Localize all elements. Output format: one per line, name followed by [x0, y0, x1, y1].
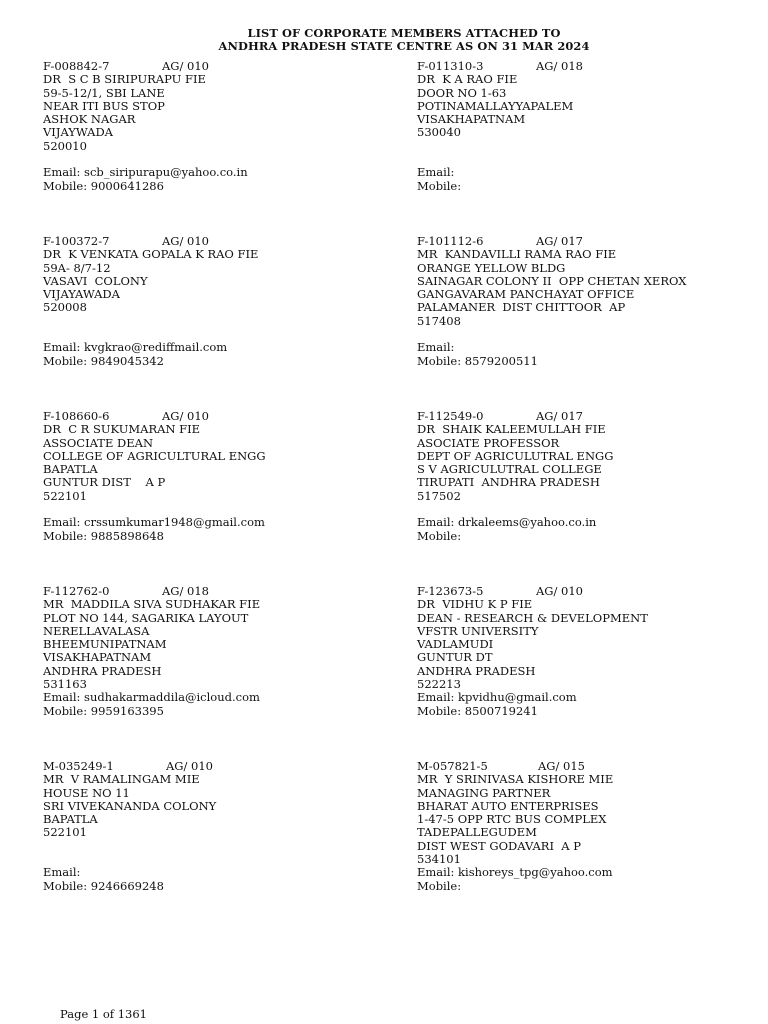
address-line: BAPATLA — [43, 462, 98, 477]
email-line: Email: kishoreys_tpg@yahoo.com — [417, 865, 613, 880]
address-line: 522101 — [43, 488, 87, 503]
address-line: COLLEGE OF AGRICULTURAL ENGG — [43, 448, 266, 463]
mobile-line: Mobile: 9849045342 — [43, 353, 164, 368]
address-line: ASHOK NAGAR — [43, 112, 136, 127]
spacer — [43, 853, 363, 866]
member-name: DR SHAIK KALEEMULLAH FIE — [417, 422, 606, 437]
member-name: DR K VENKATA GOPALA K RAO FIE — [43, 247, 259, 262]
spacer — [43, 840, 363, 853]
membership-id: F-112549-0 — [417, 409, 484, 423]
membership-id: F-011310-3 — [417, 59, 484, 73]
record-header — [43, 60, 363, 73]
ag-code: AG/ 017 — [536, 234, 583, 248]
address-line: VADLAMUDI — [417, 637, 494, 652]
document-title — [0, 27, 768, 53]
mobile-line: Mobile: — [417, 178, 462, 193]
mobile-line: Mobile: — [417, 528, 462, 543]
member-name: DR K A RAO FIE — [417, 72, 518, 87]
membership-id: M-035249-1 — [43, 759, 114, 773]
spacer — [417, 503, 737, 516]
ag-code: AG/ 010 — [162, 234, 209, 248]
spacer — [43, 503, 363, 516]
ag-code: AG/ 015 — [538, 759, 585, 773]
address-line: ORANGE YELLOW BLDG — [417, 260, 566, 275]
address-line: 522101 — [43, 825, 87, 840]
address-line: 520010 — [43, 138, 87, 153]
member-name: MR MADDILA SIVA SUDHAKAR FIE — [43, 597, 261, 612]
member-record — [43, 410, 363, 543]
address-line: VISAKHAPATNAM — [417, 112, 526, 127]
member-record — [43, 235, 363, 368]
email-line: Email: drkaleems@yahoo.co.in — [417, 515, 597, 530]
mobile-line: Mobile: 9246669248 — [43, 878, 164, 893]
member-record — [43, 760, 363, 893]
member-record — [417, 235, 737, 368]
address-line: S V AGRICULUTRAL COLLEGE — [417, 462, 602, 477]
address-line: SAINAGAR COLONY II OPP CHETAN XEROX — [417, 273, 687, 288]
email-line: Email: kvgkrao@rediffmail.com — [43, 340, 228, 355]
mobile-line: Mobile: 9000641286 — [43, 178, 164, 193]
address-line: ASSOCIATE DEAN — [43, 435, 154, 450]
member-name: MR V RAMALINGAM MIE — [43, 772, 200, 787]
address-line: VIJAYAWADA — [43, 287, 120, 302]
ag-code: AG/ 017 — [536, 409, 583, 423]
record-header — [43, 235, 363, 248]
address-line: TIRUPATI ANDHRA PRADESH — [417, 475, 600, 490]
record-header — [43, 410, 363, 423]
address-line: VASAVI COLONY — [43, 273, 148, 288]
record-header — [417, 60, 737, 73]
mobile-line: Mobile: 8500719241 — [417, 703, 538, 718]
address-line: SRI VIVEKANANDA COLONY — [43, 798, 217, 813]
member-record — [417, 585, 737, 718]
email-line: Email: sudhakarmaddila@icloud.com — [43, 690, 260, 705]
membership-id: F-008842-7 — [43, 59, 110, 73]
spacer — [417, 153, 737, 166]
membership-id: F-123673-5 — [417, 584, 484, 598]
address-line: 59A- 8/7-12 — [43, 260, 111, 275]
page-number: Page 1 of 1361 — [60, 1007, 147, 1021]
address-line: PLOT NO 144, SAGARIKA LAYOUT — [43, 610, 249, 625]
spacer — [43, 315, 363, 328]
spacer — [417, 140, 737, 153]
title-line-2: ANDHRA PRADESH STATE CENTRE AS ON 31 MAR 2024 — [218, 39, 590, 53]
address-line: VIJAYWADA — [43, 125, 113, 140]
address-line: 517502 — [417, 488, 461, 503]
mobile-line: Mobile: 8579200511 — [417, 353, 538, 368]
address-line: DEAN - RESEARCH & DEVELOPMENT — [417, 610, 648, 625]
ag-code: AG/ 010 — [162, 409, 209, 423]
member-name: DR VIDHU K P FIE — [417, 597, 533, 612]
membership-id: F-112762-0 — [43, 584, 110, 598]
mobile-line: Mobile: 9885898648 — [43, 528, 164, 543]
membership-id: F-101112-6 — [417, 234, 484, 248]
member-name: MR Y SRINIVASA KISHORE MIE — [417, 772, 614, 787]
title-line-1: LIST OF CORPORATE MEMBERS ATTACHED TO — [247, 26, 561, 40]
address-line: GUNTUR DIST A P — [43, 475, 166, 490]
address-line: GUNTUR DT — [417, 650, 493, 665]
ag-code: AG/ 010 — [536, 584, 583, 598]
record-header — [43, 760, 363, 773]
address-line: ASOCIATE PROFESSOR — [417, 435, 560, 450]
address-line: 531163 — [43, 677, 87, 692]
address-line: DIST WEST GODAVARI A P — [417, 838, 581, 853]
record-header — [43, 585, 363, 598]
address-line: DEPT OF AGRICULUTRAL ENGG — [417, 448, 614, 463]
address-line: 520008 — [43, 300, 87, 315]
address-line: VFSTR UNIVERSITY — [417, 623, 539, 638]
email-line: Email: — [43, 865, 81, 880]
address-line: MANAGING PARTNER — [417, 785, 551, 800]
member-record — [417, 760, 737, 893]
email-line: Email: kpvidhu@gmail.com — [417, 690, 577, 705]
spacer — [43, 328, 363, 341]
membership-id: F-108660-6 — [43, 409, 110, 423]
member-record — [417, 60, 737, 193]
address-line: 1-47-5 OPP RTC BUS COMPLEX — [417, 812, 607, 827]
member-name: MR KANDAVILLI RAMA RAO FIE — [417, 247, 617, 262]
address-line: POTINAMALLAYYAPALEM — [417, 98, 574, 113]
address-line: HOUSE NO 11 — [43, 785, 130, 800]
member-record — [43, 585, 363, 718]
mobile-line: Mobile: 9959163395 — [43, 703, 164, 718]
ag-code: AG/ 010 — [166, 759, 213, 773]
spacer — [417, 328, 737, 341]
address-line: 59-5-12/1, SBI LANE — [43, 85, 165, 100]
mobile-line: Mobile: — [417, 878, 462, 893]
membership-id: F-100372-7 — [43, 234, 110, 248]
address-line: 522213 — [417, 677, 461, 692]
ag-code: AG/ 010 — [162, 59, 209, 73]
member-record — [43, 60, 363, 193]
ag-code: AG/ 018 — [536, 59, 583, 73]
address-line: ANDHRA PRADESH — [43, 663, 162, 678]
address-line: 530040 — [417, 125, 461, 140]
member-name: DR C R SUKUMARAN FIE — [43, 422, 201, 437]
email-line: Email: — [417, 165, 455, 180]
address-line: ANDHRA PRADESH — [417, 663, 536, 678]
address-line: TADEPALLEGUDEM — [417, 825, 537, 840]
email-line: Email: — [417, 340, 455, 355]
ag-code: AG/ 018 — [162, 584, 209, 598]
record-header — [417, 585, 737, 598]
address-line: 517408 — [417, 313, 461, 328]
member-record — [417, 410, 737, 543]
address-line: NERELLAVALASA — [43, 623, 150, 638]
address-line: NEAR ITI BUS STOP — [43, 98, 165, 113]
membership-id: M-057821-5 — [417, 759, 488, 773]
address-line: BHEEMUNIPATNAM — [43, 637, 167, 652]
address-line: GANGAVARAM PANCHAYAT OFFICE — [417, 287, 635, 302]
address-line: DOOR NO 1-63 — [417, 85, 507, 100]
address-line: VISAKHAPATNAM — [43, 650, 152, 665]
email-line: Email: crssumkumar1948@gmail.com — [43, 515, 265, 530]
address-line: 534101 — [417, 852, 461, 867]
address-line: PALAMANER DIST CHITTOOR AP — [417, 300, 626, 315]
address-line: BHARAT AUTO ENTERPRISES — [417, 798, 599, 813]
record-header — [417, 235, 737, 248]
record-header — [417, 410, 737, 423]
email-line: Email: scb_siripurapu@yahoo.co.in — [43, 165, 248, 180]
member-name: DR S C B SIRIPURAPU FIE — [43, 72, 206, 87]
address-line: BAPATLA — [43, 812, 98, 827]
spacer — [43, 153, 363, 166]
record-header — [417, 760, 737, 773]
